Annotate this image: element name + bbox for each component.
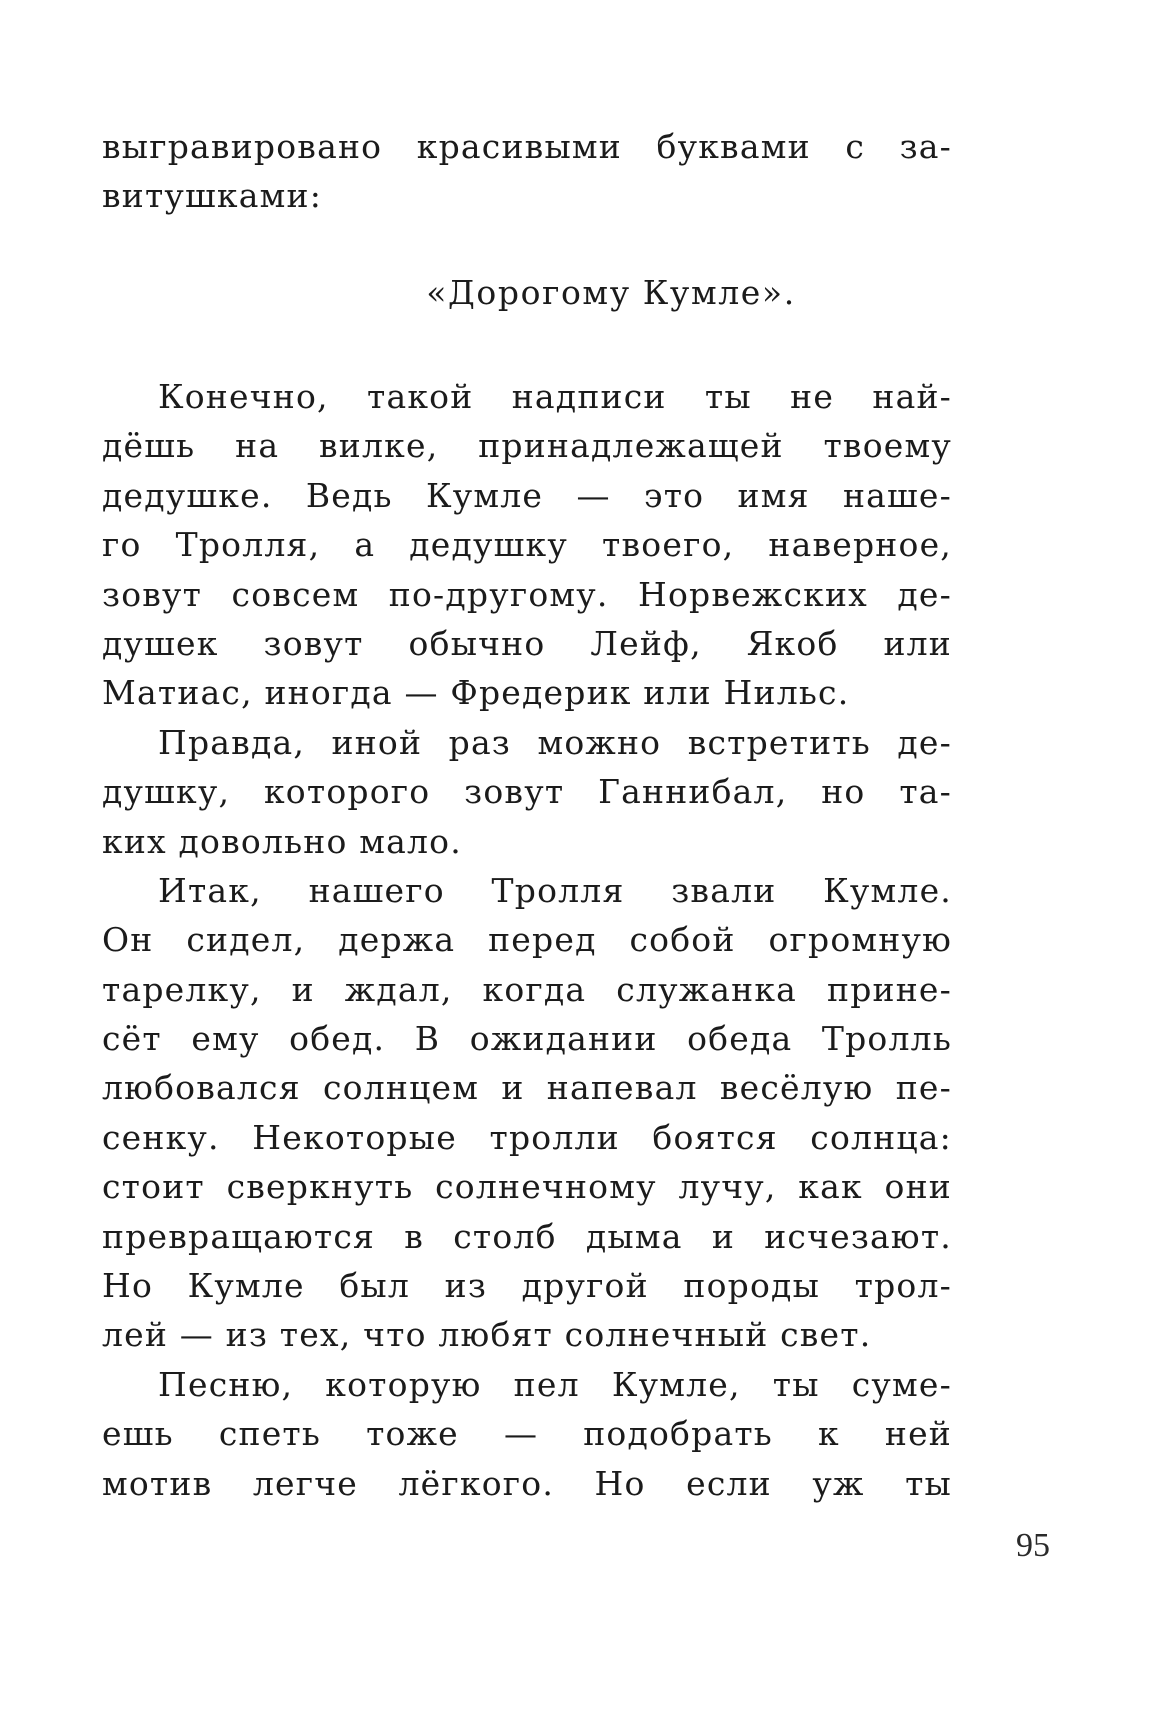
page-number: 95 xyxy=(1016,1527,1050,1564)
text-line: выгравировано красивыми буквами с за- xyxy=(102,127,952,166)
text-line: сенку. Некоторые тролли боятся солнца: xyxy=(102,1117,952,1157)
text-line: Песню, которую пел Кумле, ты суме- xyxy=(158,1364,952,1404)
text-line: любовался солнцем и напевал весёлую пе- xyxy=(102,1068,952,1108)
text-line: Итак, нашего Тролля звали Кумле. xyxy=(158,870,952,910)
text-line: превращаются в столб дыма и исчезают. xyxy=(102,1216,952,1256)
text-line: витушками: xyxy=(102,176,323,216)
text-line: Но Кумле был из другой породы трол- xyxy=(102,1266,952,1306)
text-line: мотив легче лёгкого. Но если уж ты xyxy=(102,1463,952,1503)
text-line: ешь спеть тоже — подобрать к ней xyxy=(102,1414,952,1454)
text-line: Он сидел, держа перед собой огромную xyxy=(102,920,952,960)
text-line: тарелку, и ждал, когда служанка прине- xyxy=(102,969,952,1009)
text-line: ких довольно мало. xyxy=(102,821,462,861)
inscription-text: «Дорогому Кумле». xyxy=(426,273,796,312)
text-line: лей — из тех, что любят солнечный свет. xyxy=(102,1315,872,1355)
text-line: зовут совсем по-другому. Норвежских де- xyxy=(102,574,952,614)
text-line: стоит сверкнуть солнечному лучу, как они xyxy=(102,1167,952,1207)
body-text xyxy=(102,372,952,1508)
text-line: душку, которого зовут Ганнибал, но та- xyxy=(102,772,952,812)
text-line: Конечно, такой надписи ты не най- xyxy=(158,377,952,416)
text-line: Правда, иной раз можно встретить де- xyxy=(158,722,952,762)
text-line: дедушке. Ведь Кумле — это имя наше- xyxy=(102,475,952,515)
intro-paragraph xyxy=(102,122,952,221)
text-line: душек зовут обычно Лейф, Якоб или xyxy=(102,623,952,663)
text-line: дёшь на вилке, принадлежащей твоему xyxy=(102,426,952,466)
text-line: Матиас, иногда — Фредерик или Нильс. xyxy=(102,673,850,713)
text-line: сёт ему обед. В ожидании обеда Тролль xyxy=(102,1019,952,1059)
text-line: го Тролля, а дедушку твоего, наверное, xyxy=(102,525,952,565)
